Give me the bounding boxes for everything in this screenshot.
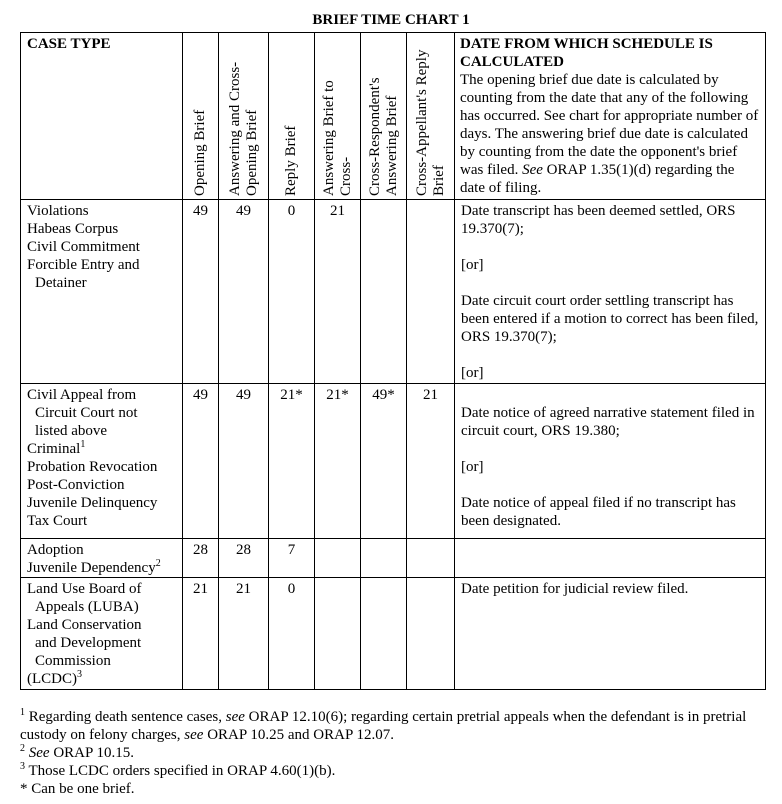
col-header-cross-respondent-answering: Cross-Respondent's Answering Brief (361, 33, 407, 200)
brief-time-chart-table (20, 32, 766, 690)
value-cell: 28 (183, 539, 219, 578)
date-header (455, 33, 766, 200)
value-cell (315, 539, 361, 578)
value-cell: 0 (269, 200, 315, 384)
value-cell: 21 (183, 578, 219, 690)
date-cell: Date transcript has been deemed settled, ORS 19.370(7); [or] Date circuit court order settling transcript has been entered if a motion to correct has been filed, ORS 19.370(7); [or] (455, 200, 766, 384)
footnote-star: * Can be one brief. (20, 781, 135, 797)
value-cell: 21* (269, 384, 315, 539)
col-header-reply-brief: Reply Brief (269, 33, 315, 200)
value-cell: 49 (219, 384, 269, 539)
date-cell (455, 539, 766, 578)
value-cell: 28 (219, 539, 269, 578)
value-cell (407, 578, 455, 690)
footnote-2: $^2$ See ORAP 10.15. (20, 743, 135, 761)
col-header-answering-cross-opening: Answering and Cross- Opening Brief (219, 33, 269, 200)
col-header-opening-brief: Opening Brief (183, 33, 219, 200)
case-type-cell: Land Use Board of Appeals (LUBA) Land Conservation and Development Commission (LCDC)$^3$ (21, 578, 183, 690)
case-type-cell: Adoption Juvenile Dependency$^2$ (21, 539, 183, 578)
value-cell: 21* (315, 384, 361, 539)
case-type-cell: Civil Appeal from Circuit Court not listed above Criminal$^1$ Probation Revocation Post-Conviction Juvenile Delinquency Tax Court (21, 384, 183, 539)
value-cell: 49* (361, 384, 407, 539)
table-row (21, 578, 766, 690)
case-type-header: CASE TYPE (21, 33, 183, 200)
value-cell (407, 539, 455, 578)
col-header-answering-to-cross: Answering Brief to Cross- (315, 33, 361, 200)
footnote-1: $^1$ Regarding death sentence cases, see ORAP 12.10(6); regarding certain pretrial appeals when the defendant is in pretrial custody on felony charges, see ORAP 10.25 and ORAP 12.07. (20, 707, 747, 743)
table-row (21, 200, 766, 384)
value-cell: 21 (407, 384, 455, 539)
chart-title: BRIEF TIME CHART 1 (312, 12, 470, 28)
value-cell: 0 (269, 578, 315, 690)
value-cell (361, 578, 407, 690)
value-cell: 21 (219, 578, 269, 690)
value-cell (407, 200, 455, 384)
header-row (21, 33, 766, 200)
table-row (21, 384, 766, 539)
footnote-3: $^3$ Those LCDC orders specified in ORAP 4.60(1)(b). (20, 761, 336, 779)
table-row (21, 539, 766, 578)
value-cell (361, 539, 407, 578)
value-cell: 7 (269, 539, 315, 578)
value-cell: 21 (315, 200, 361, 384)
value-cell: 49 (183, 384, 219, 539)
value-cell: 49 (219, 200, 269, 384)
value-cell (315, 578, 361, 690)
footnotes (20, 708, 765, 798)
value-cell (361, 200, 407, 384)
case-type-cell: Violations Habeas Corpus Civil Commitment Forcible Entry and Detainer (21, 200, 183, 384)
date-header-desc: The opening brief due date is calculated by counting from the date that any of the following has occurred. See chart for appropriate number of days. The answering brief due date is calculated by counting from the date the opponent's brief was filed. See ORAP 1.35(1)(d) regarding the date of filing. (460, 72, 759, 196)
value-cell: 49 (183, 200, 219, 384)
date-header-title: DATE FROM WHICH SCHEDULE IS CALCULATED (460, 36, 713, 70)
date-cell: Date notice of agreed narrative statement filed in circuit court, ORS 19.380; [or] Date notice of appeal filed if no transcript has been designated. (455, 384, 766, 539)
col-header-cross-appellant-reply: Cross-Appellant's Reply Brief (407, 33, 455, 200)
date-cell: Date petition for judicial review filed. (455, 578, 766, 690)
